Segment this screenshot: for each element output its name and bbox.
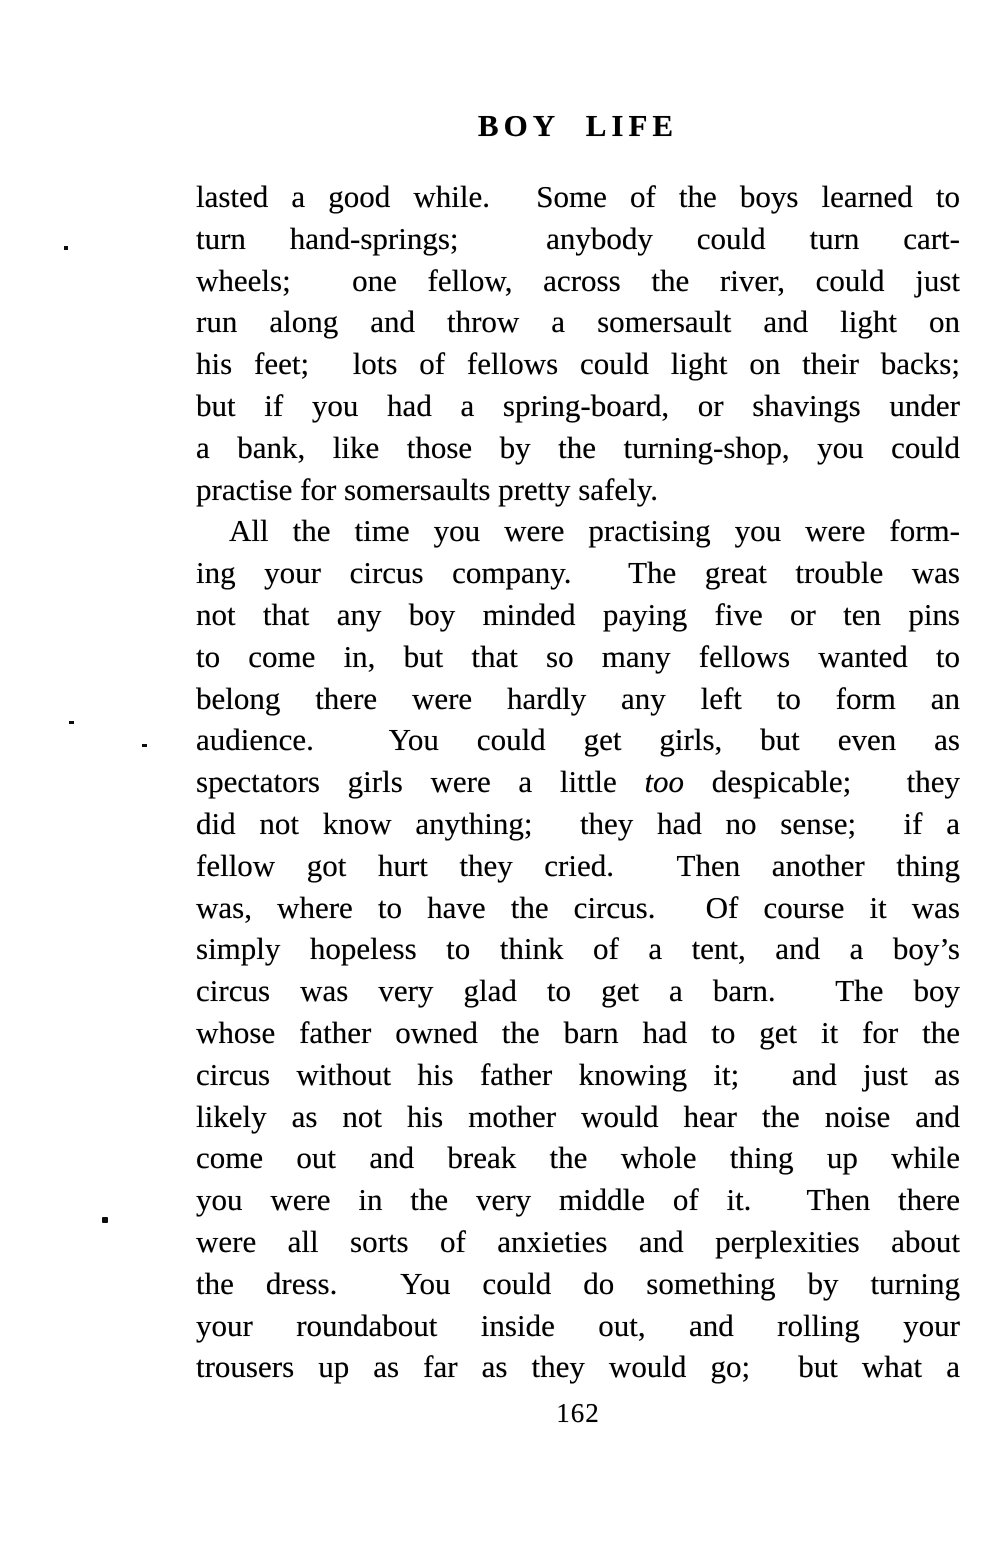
scan-speck: [64, 246, 68, 250]
text-line: All the time you were practising you were form-: [229, 513, 960, 549]
scan-speck: [69, 721, 74, 724]
text-segment: spectators girls were a little: [196, 764, 645, 800]
text-line: fellow got hurt they cried. Then another thing: [196, 847, 960, 883]
text-line: ing your circus company. The great trouble was: [196, 555, 960, 591]
body-text: [196, 176, 960, 1388]
text-line: [196, 761, 960, 803]
text-line: was, where to have the circus. Of course it was: [196, 889, 960, 925]
text-line: run along and throw a somersault and light on: [196, 304, 960, 340]
text-line: simply hopeless to think of a tent, and a boy’s: [196, 931, 960, 967]
text-line: his feet; lots of fellows could light on their backs;: [196, 346, 960, 382]
text-line: you were in the very middle of it. Then there: [196, 1182, 960, 1218]
italic-word: too: [644, 764, 685, 800]
text-line: turn hand-springs; anybody could turn cart-: [196, 220, 960, 256]
page-number: 162: [556, 1398, 600, 1428]
text-line: to come in, but that so many fellows wanted to: [196, 638, 960, 674]
text-line: did not know anything; they had no sense; if a: [196, 805, 960, 841]
text-line: your roundabout inside out, and rolling your: [196, 1307, 960, 1343]
text-line: likely as not his mother would hear the noise and: [196, 1098, 960, 1134]
text-line: audience. You could get girls, but even as: [196, 722, 960, 758]
text-line: the dress. You could do something by turning: [196, 1265, 960, 1301]
scan-speck: [142, 744, 147, 747]
text-line: come out and break the whole thing up while: [196, 1140, 960, 1176]
text-line: not that any boy minded paying five or ten pins: [196, 596, 960, 632]
scan-speck: [102, 1217, 108, 1223]
text-line: trousers up as far as they would go; but what a: [196, 1349, 960, 1385]
text-line: were all sorts of anxieties and perplexities about: [196, 1223, 960, 1259]
text-line: circus was very glad to get a barn. The boy: [196, 973, 960, 1009]
running-head: BOY LIFE: [477, 108, 679, 143]
text-line: whose father owned the barn had to get it for the: [196, 1014, 960, 1050]
text-line: practise for somersaults pretty safely.: [196, 471, 658, 507]
text-line: a bank, like those by the turning-shop, you could: [196, 429, 960, 465]
text-line: circus without his father knowing it; and just as: [196, 1056, 960, 1092]
text-line: lasted a good while. Some of the boys learned to: [196, 179, 960, 214]
text-segment: despicable; they: [684, 764, 961, 800]
text-line: wheels; one fellow, across the river, could just: [196, 262, 960, 298]
text-line: belong there were hardly any left to form an: [196, 680, 960, 716]
text-line: but if you had a spring-board, or shavings under: [196, 387, 960, 423]
